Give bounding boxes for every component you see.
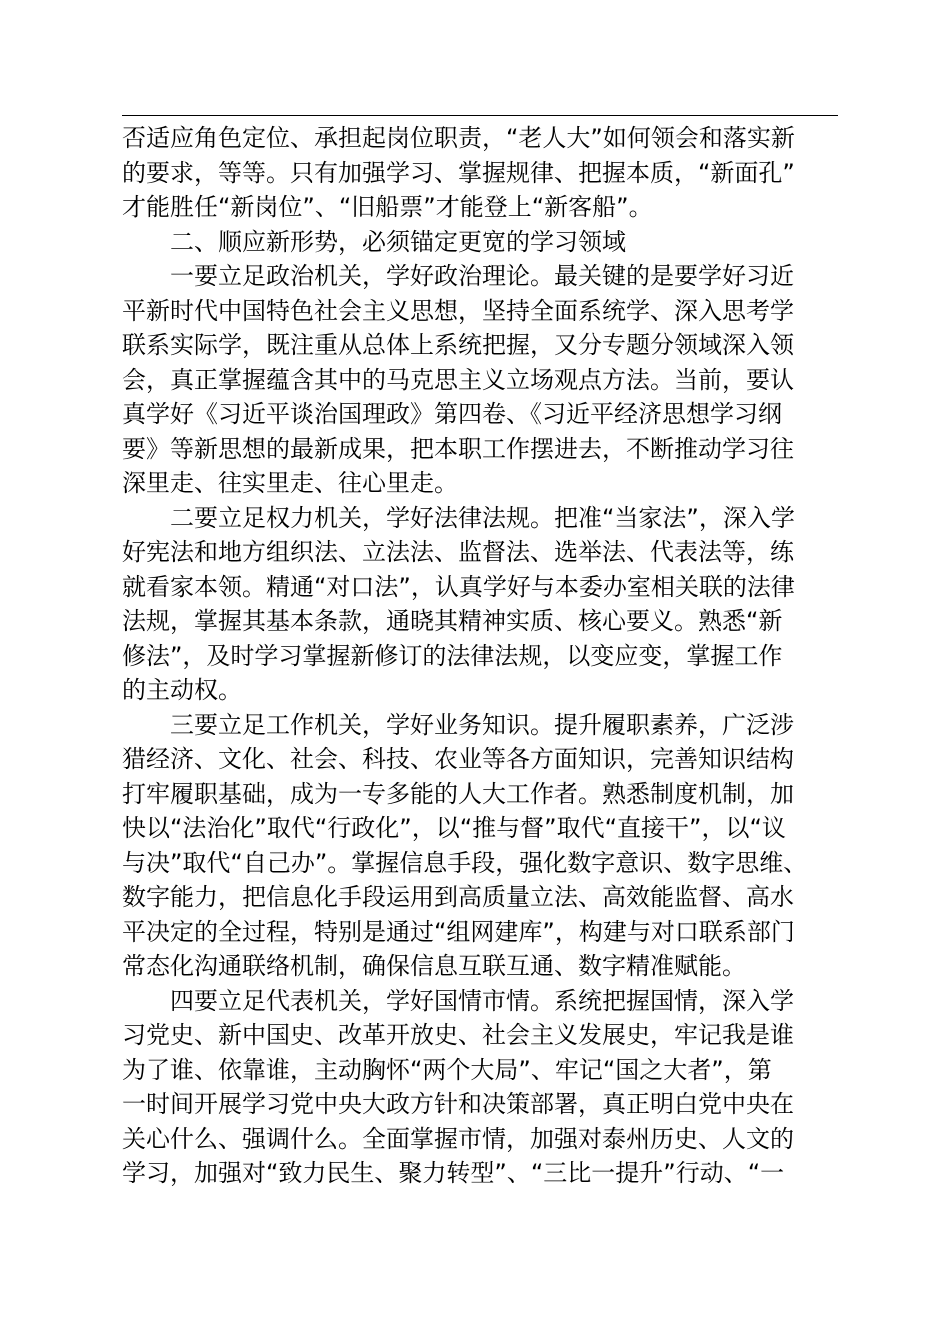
text-line: 一要立足政治机关，学好政治理论。最关键的是要学好习近 xyxy=(170,262,794,290)
text-line: 常态化沟通联络机制，确保信息互联互通、数字精准赋能。 xyxy=(122,952,746,980)
text-line: 学习，加强对“致力民生、聚力转型”、“三比一提升”行动、“一 xyxy=(122,1159,785,1187)
text-line: 四要立足代表机关，学好国情市情。系统把握国情，深入学 xyxy=(170,986,794,1015)
text-line: 二要立足权力机关，学好法律法规。把准“当家法”，深入学 xyxy=(170,503,795,532)
header-rule xyxy=(122,115,838,116)
text-line: 否适应角色定位、承担起岗位职责，“老人大”如何领会和落实新 xyxy=(122,124,795,152)
text-line: 快以“法治化”取代“行政化”，以“推与督”取代“直接干”，以“议 xyxy=(122,814,786,842)
text-line: 关心什么、强调什么。全面掌握市情，加强对泰州历史、人文的 xyxy=(122,1124,794,1153)
text-line: 联系实际学，既注重从总体上系统把握，又分专题分领域深入领 xyxy=(122,331,794,359)
text-line: 习党史、新中国史、改革开放史、社会主义发展史，牢记我是谁 xyxy=(122,1021,794,1049)
text-line: 为了谁、依靠谁，主动胸怀“两个大局”、牢记“国之大者”，第 xyxy=(122,1055,772,1084)
text-line: 猎经济、文化、社会、科技、农业等各方面知识，完善知识结构 xyxy=(122,745,794,773)
text-line: 会，真正掌握蕴含其中的马克思主义立场观点方法。当前，要认 xyxy=(122,365,794,394)
section-heading: 二、顺应新形势，必须锚定更宽的学习领域 xyxy=(170,227,626,256)
text-line: 打牢履职基础，成为一专多能的人大工作者。熟悉制度机制，加 xyxy=(122,779,794,808)
text-line: 才能胜任“新岗位”、“旧船票”才能登上“新客船”。 xyxy=(122,193,653,221)
text-line: 的主动权。 xyxy=(122,676,242,704)
text-line: 法规，掌握其基本条款，通晓其精神实质、核心要义。熟悉“新 xyxy=(122,607,783,635)
text-line: 一时间开展学习党中央大政方针和决策部署，真正明白党中央在 xyxy=(122,1090,794,1118)
text-line: 数字能力，把信息化手段运用到高质量立法、高效能监督、高水 xyxy=(122,883,794,911)
text-line: 平决定的全过程，特别是通过“组网建库”，构建与对口联系部门 xyxy=(122,917,795,946)
text-line: 好宪法和地方组织法、立法法、监督法、选举法、代表法等，练 xyxy=(122,538,794,566)
text-line: 与决”取代“自己办”。掌握信息手段，强化数字意识、数字思维、 xyxy=(122,848,808,877)
text-line: 修法”，及时学习掌握新修订的法律法规，以变应变，掌握工作 xyxy=(122,641,783,670)
text-line: 的要求，等等。只有加强学习、掌握规律、把握本质，“新面孔” xyxy=(122,158,795,187)
text-line: 真学好《习近平谈治国理政》第四卷、《习近平经济思想学习纲 xyxy=(122,400,782,428)
body-text xyxy=(122,121,838,1191)
text-line: 平新时代中国特色社会主义思想，坚持全面系统学、深入思考学 xyxy=(122,296,794,325)
text-line: 就看家本领。精通“对口法”，认真学好与本委办室相关联的法律 xyxy=(122,572,795,601)
text-line: 要》等新思想的最新成果，把本职工作摆进去，不断推动学习往 xyxy=(122,434,794,463)
text-line: 深里走、往实里走、往心里走。 xyxy=(122,469,458,497)
text-line: 三要立足工作机关，学好业务知识。提升履职素养，广泛涉 xyxy=(170,710,794,739)
